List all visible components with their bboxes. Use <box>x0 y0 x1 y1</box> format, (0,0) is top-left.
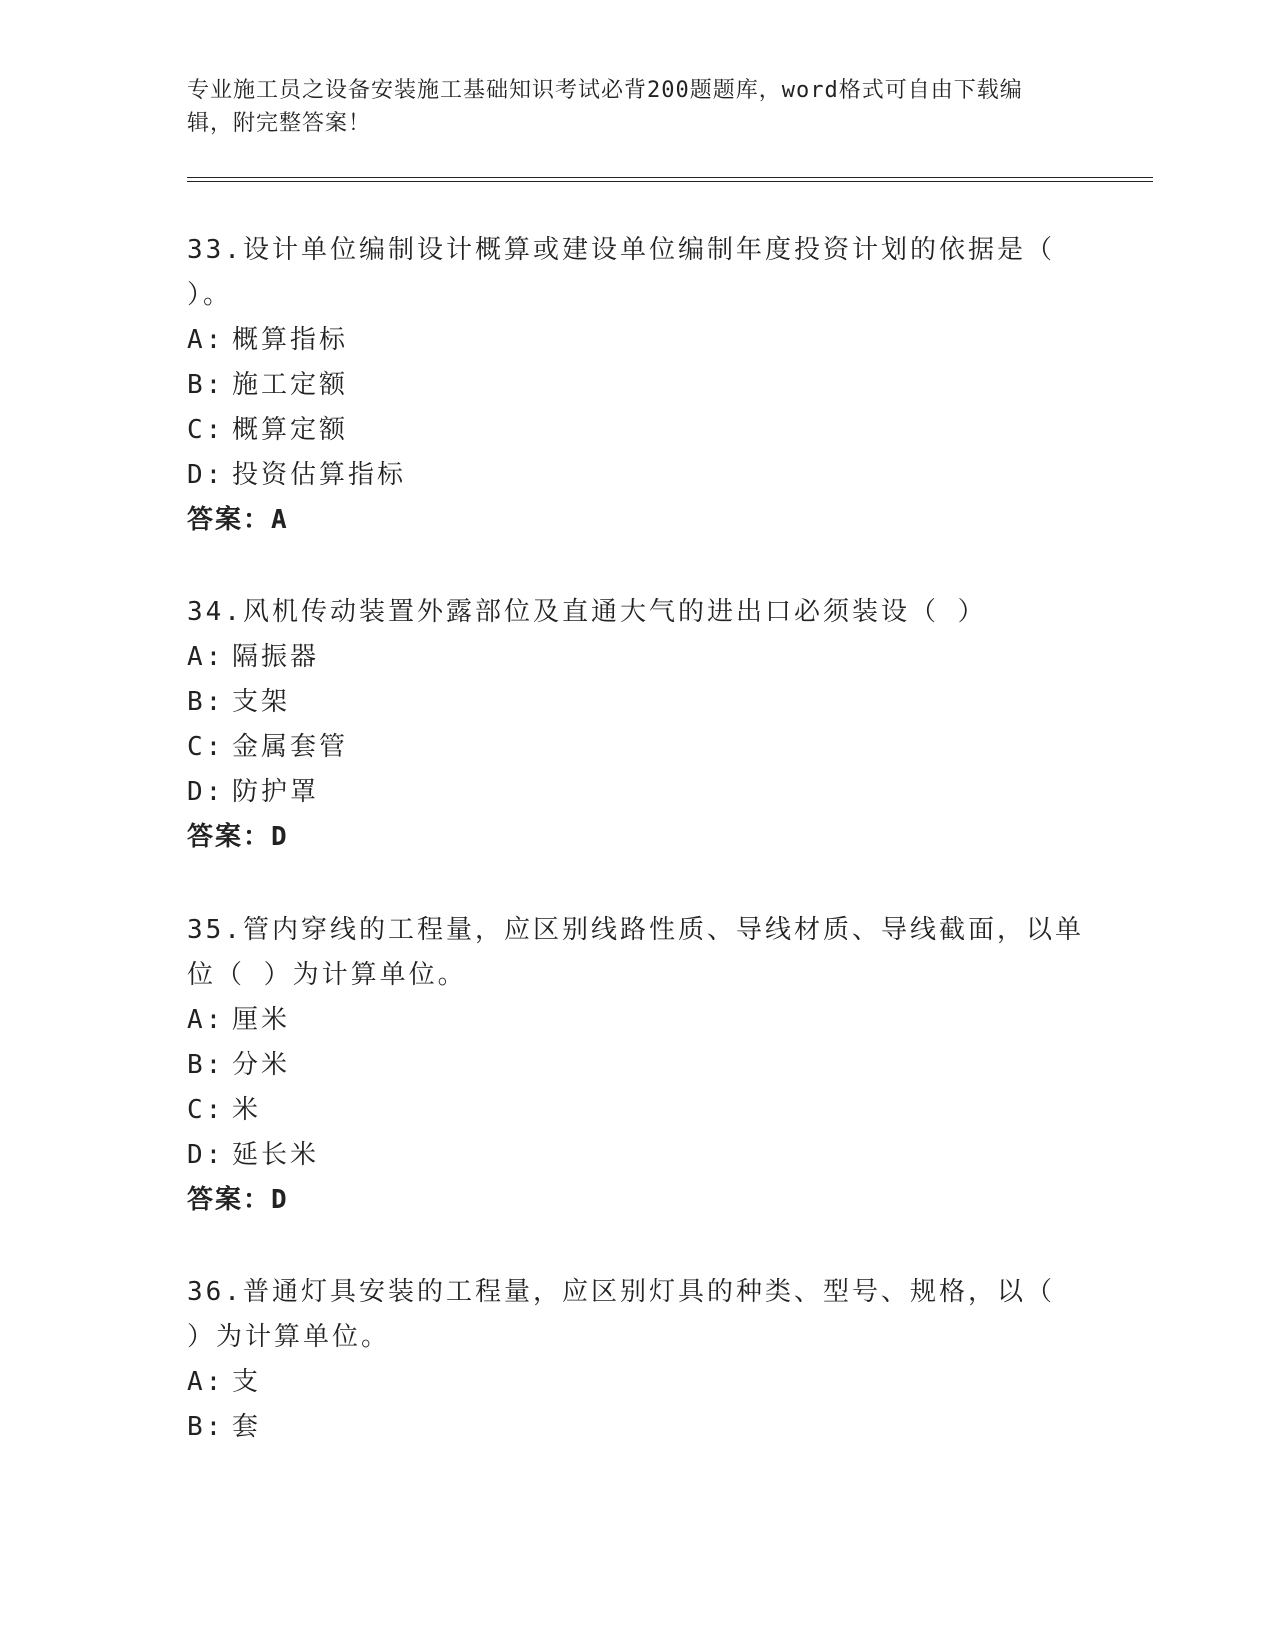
option-letter: A: <box>187 1367 225 1397</box>
option-letter: A: <box>187 1005 225 1035</box>
option-letter: A: <box>187 642 225 672</box>
option-text: 支 <box>232 1367 262 1397</box>
option-b <box>187 1405 1087 1450</box>
option-text: 投资估算指标 <box>232 460 407 490</box>
option-text: 隔振器 <box>232 642 320 672</box>
option-text: 概算定额 <box>232 415 349 445</box>
option-text: 施工定额 <box>232 370 349 400</box>
option-letter: D: <box>187 1140 225 1170</box>
option-text: 米 <box>232 1095 262 1125</box>
option-text: 概算指标 <box>232 325 349 355</box>
option-letter: B: <box>187 370 225 400</box>
answer-label: 答案： <box>187 1185 272 1215</box>
answer-value: D <box>271 822 289 852</box>
option-d <box>187 1133 1087 1178</box>
answer-line <box>187 498 1087 543</box>
option-letter: C: <box>187 415 225 445</box>
answer-value: A <box>271 505 289 535</box>
option-b <box>187 363 1087 408</box>
option-text: 防护罩 <box>232 777 320 807</box>
answer-label: 答案： <box>187 505 272 535</box>
option-letter: A: <box>187 325 225 355</box>
option-text: 金属套管 <box>232 732 349 762</box>
option-d <box>187 453 1087 498</box>
question-33 <box>187 228 1087 543</box>
option-text: 套 <box>232 1412 262 1442</box>
answer-label: 答案： <box>187 822 272 852</box>
option-c <box>187 408 1087 453</box>
option-letter: B: <box>187 1412 225 1442</box>
document-header: 专业施工员之设备安装施工基础知识考试必背200题题库，word格式可自由下载编辑，附完整答案！ <box>187 78 1023 136</box>
option-text: 分米 <box>232 1050 291 1080</box>
option-letter: D: <box>187 460 225 490</box>
option-a <box>187 1360 1087 1405</box>
question-text: 34.风机传动装置外露部位及直通大气的进出口必须装设（ ） <box>187 597 987 627</box>
answer-value: D <box>271 1185 289 1215</box>
option-c <box>187 725 1087 770</box>
option-letter: D: <box>187 777 225 807</box>
option-letter: B: <box>187 687 225 717</box>
question-34 <box>187 590 1087 860</box>
question-36 <box>187 1270 1087 1450</box>
question-text: 35.管内穿线的工程量，应区别线路性质、导线材质、导线截面，以单位（ ）为计算单位。 <box>187 915 1084 990</box>
option-d <box>187 770 1087 815</box>
question-text: 36.普通灯具安装的工程量，应区别灯具的种类、型号、规格，以（ ）为计算单位。 <box>187 1277 1055 1352</box>
option-letter: B: <box>187 1050 225 1080</box>
option-letter: C: <box>187 1095 225 1125</box>
option-c <box>187 1088 1087 1133</box>
answer-line <box>187 815 1087 860</box>
option-a <box>187 998 1087 1043</box>
header-divider <box>187 177 1153 182</box>
option-text: 支架 <box>232 687 291 717</box>
question-35 <box>187 908 1087 1223</box>
option-a <box>187 318 1087 363</box>
option-letter: C: <box>187 732 225 762</box>
answer-line <box>187 1178 1087 1223</box>
option-a <box>187 635 1087 680</box>
option-text: 延长米 <box>232 1140 320 1170</box>
option-text: 厘米 <box>232 1005 291 1035</box>
option-b <box>187 1043 1087 1088</box>
option-b <box>187 680 1087 725</box>
question-text: 33.设计单位编制设计概算或建设单位编制年度投资计划的依据是（ ）。 <box>187 235 1055 310</box>
